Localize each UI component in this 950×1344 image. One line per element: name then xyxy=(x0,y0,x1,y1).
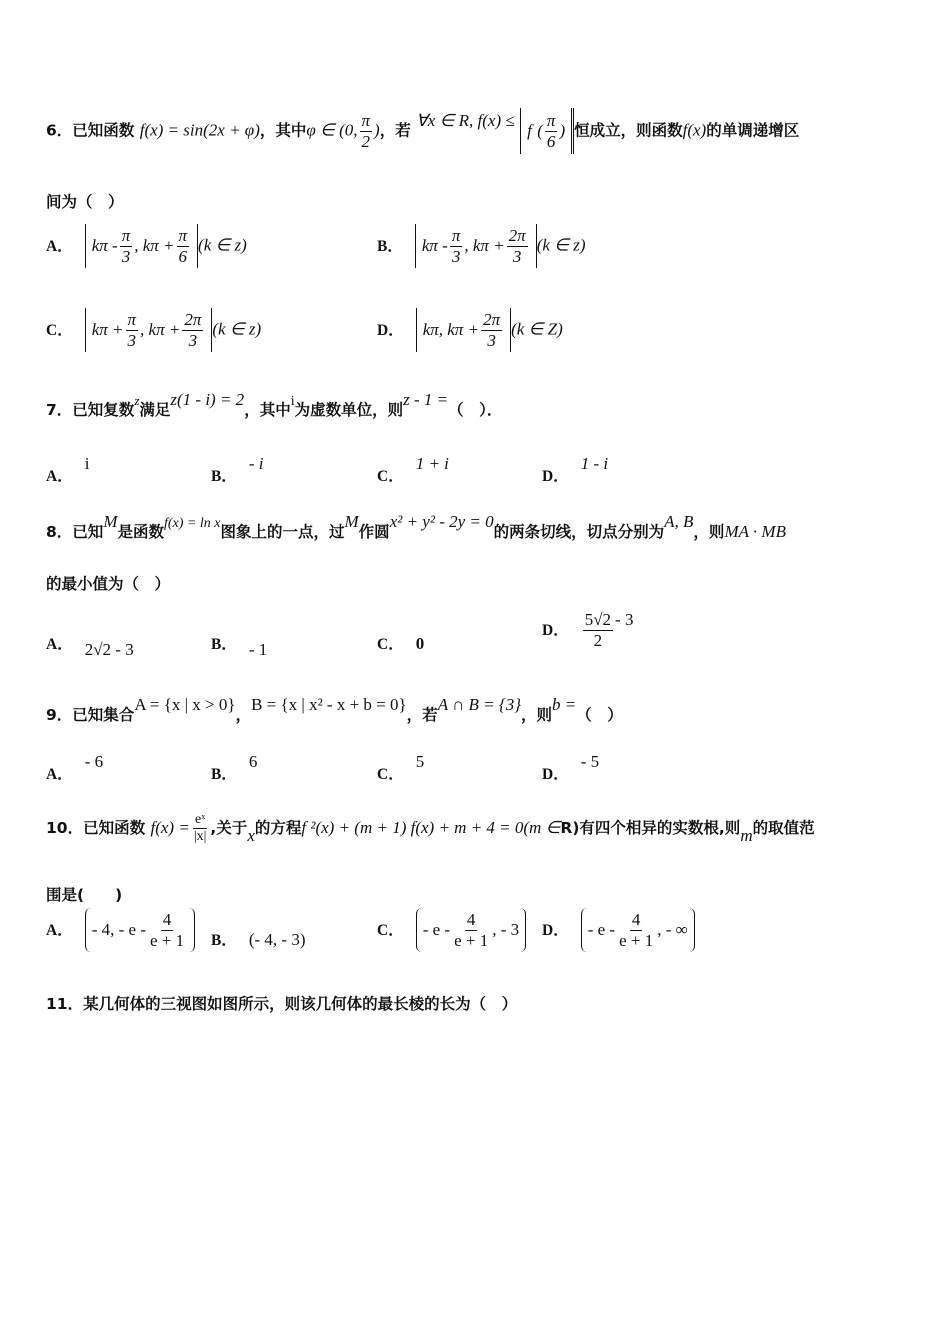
q7-option-c[interactable] xyxy=(377,452,449,485)
option-label: D． xyxy=(377,321,404,339)
q10-equation: f ²(x) + (m + 1) f(x) + m + 4 = 0(m ∈ xyxy=(301,818,561,838)
frac-num: π xyxy=(451,226,461,246)
expr: (k ∈ z) xyxy=(536,235,586,255)
option-interval xyxy=(85,224,198,268)
q7-z: z xyxy=(134,393,140,408)
q8-option-b[interactable] xyxy=(211,632,268,659)
q9-text: ，则 xyxy=(521,706,553,724)
q7-option-d[interactable] xyxy=(542,452,609,485)
q10-text: ,关于 xyxy=(210,819,248,838)
frac-num: 2π xyxy=(184,310,202,330)
option-label: B． xyxy=(211,932,237,949)
q10-option-d[interactable] xyxy=(542,908,695,952)
option-label: B． xyxy=(211,636,237,653)
frac-num: π xyxy=(121,226,131,246)
option-label: D． xyxy=(542,621,569,639)
frac-num: π xyxy=(361,110,371,130)
expr: - e - xyxy=(422,920,451,939)
q10-text: 有四个相异的实数根,则 xyxy=(579,819,741,838)
q6-option-d[interactable] xyxy=(377,308,563,352)
q7-option-a[interactable] xyxy=(46,452,90,485)
q10-R: R) xyxy=(560,819,580,838)
question-8 xyxy=(46,512,786,542)
option-value: - i xyxy=(248,454,264,473)
q8-option-d[interactable] xyxy=(542,610,633,650)
q7-text: 已知复数 xyxy=(72,401,135,419)
expr: , - 3 xyxy=(492,920,520,939)
option-label: C． xyxy=(46,321,73,339)
question-6-line2 xyxy=(46,190,124,212)
frac-num: π xyxy=(178,226,188,246)
q9-option-b[interactable] xyxy=(211,750,258,783)
option-value: 0 xyxy=(415,634,425,653)
q8-function: f(x) = ln x xyxy=(164,516,221,531)
frac-den: 3 xyxy=(121,247,131,266)
frac-den: 6 xyxy=(546,132,556,151)
q9-text: （ ） xyxy=(576,706,623,724)
q6-text: 恒成立，则函数 xyxy=(574,121,683,140)
q8-text: ，则 xyxy=(693,523,725,541)
expr: - 4, - e - xyxy=(91,920,146,939)
option-label: C． xyxy=(377,766,404,783)
q7-expr: z - 1 = xyxy=(403,390,449,409)
frac-den: e + 1 xyxy=(454,931,489,950)
frac-num: 2π xyxy=(483,310,501,330)
q6-f: f xyxy=(527,121,532,140)
question-7 xyxy=(46,390,503,420)
q6-paren: ) xyxy=(374,120,380,140)
option-value: 6 xyxy=(248,752,258,771)
option-interval xyxy=(416,308,511,352)
q9-set-a: A = {x | x > 0} xyxy=(134,695,236,714)
q10-option-b[interactable] xyxy=(211,928,306,950)
option-interval xyxy=(416,908,526,952)
frac-den: 3 xyxy=(451,247,461,266)
q6-function-expr: f(x) = sin(2x + φ) xyxy=(139,120,260,140)
q6-option-a[interactable] xyxy=(46,224,247,268)
option-interval xyxy=(85,308,213,352)
option-label: A． xyxy=(46,921,73,939)
q8-text: 作圆 xyxy=(358,523,390,541)
q8-points: A, B xyxy=(664,512,694,531)
expr: , - ∞ xyxy=(657,920,688,939)
option-label: A． xyxy=(46,237,73,255)
frac-den: 2 xyxy=(593,630,603,650)
q6-phi-range: φ ∈ (0, xyxy=(306,120,358,140)
q8-number: 8． xyxy=(46,523,73,541)
question-8-line2 xyxy=(46,572,170,594)
q6-fx: f(x) xyxy=(682,120,707,140)
q9-option-d[interactable] xyxy=(542,750,600,783)
q6-abs-bracket: f ( $\frac{\pi}{6}$ ) xyxy=(520,108,574,154)
q6-text: 的单调递增区 xyxy=(706,121,800,140)
expr: (k ∈ z) xyxy=(198,235,247,255)
expr: (k ∈ Z) xyxy=(511,319,563,339)
q8-option-c[interactable] xyxy=(377,632,424,654)
option-value: - 5 xyxy=(580,752,600,771)
q9-text: ，若 xyxy=(406,706,438,724)
q10-text: 的方程 xyxy=(254,819,302,838)
q8-text: 已知 xyxy=(72,523,104,541)
q10-m: m xyxy=(740,826,753,846)
q10-line2: 围是( ) xyxy=(46,886,123,904)
q8-M: M xyxy=(103,512,118,531)
expr: kπ, kπ + xyxy=(422,320,480,339)
frac-num: 2π xyxy=(508,226,526,246)
expr: , kπ + xyxy=(134,236,175,255)
q10-x: x xyxy=(247,826,255,846)
option-value: - 3 xyxy=(615,609,634,629)
option-interval xyxy=(581,908,695,952)
q6-text: ，其中 xyxy=(259,121,307,140)
option-label: B． xyxy=(377,237,403,255)
option-value: 2√2 - 3 xyxy=(84,640,134,659)
expr: kπ - xyxy=(91,236,118,255)
q10-function: f(x) = xyxy=(150,818,190,838)
option-label: B． xyxy=(211,766,237,783)
q11-number: 11． xyxy=(46,995,84,1013)
q6-forall-expr: ∀x ∈ R, f(x) ≤ xyxy=(416,110,515,130)
option-value: 1 - i xyxy=(580,454,609,473)
question-9 xyxy=(46,695,623,725)
option-value: 1 + i xyxy=(415,454,449,473)
question-11 xyxy=(46,992,517,1014)
frac-den: 3 xyxy=(487,331,496,350)
option-value: 5 xyxy=(415,752,425,771)
q10-text: 已知函数 xyxy=(83,819,146,838)
q9-intersection: A ∩ B = {3} xyxy=(437,695,521,714)
frac-num: π xyxy=(127,310,137,330)
q9-option-c[interactable] xyxy=(377,750,425,783)
q7-i: i xyxy=(290,394,295,409)
q9-set-b: B = {x | x² - x + b = 0} xyxy=(251,695,407,714)
q9-b: b = xyxy=(552,695,577,714)
q6-number: 6． xyxy=(46,121,73,140)
option-label: B． xyxy=(211,468,237,485)
q11-text: 某几何体的三视图如图所示，则该几何体的最长棱的长为（ ） xyxy=(83,995,518,1013)
frac-num: 4 xyxy=(631,910,641,930)
q10-option-a[interactable] xyxy=(46,908,195,952)
option-label: A． xyxy=(46,636,73,653)
q7-option-b[interactable] xyxy=(211,452,264,485)
q7-number: 7． xyxy=(46,401,73,419)
frac-num: 4 xyxy=(466,910,476,930)
frac-num: π xyxy=(546,111,556,131)
q10-option-c[interactable] xyxy=(377,908,526,952)
frac-num: 5√2 xyxy=(584,610,612,629)
q8-circle: x² + y² - 2y = 0 xyxy=(389,512,494,531)
option-label: A． xyxy=(46,766,73,783)
frac-den: |x| xyxy=(193,829,207,845)
option-label: C． xyxy=(377,636,404,653)
expr: - e - xyxy=(587,920,616,939)
option-interval xyxy=(415,224,537,268)
q6-pi-over-2 xyxy=(360,111,373,151)
frac-den: 3 xyxy=(188,331,198,350)
option-value: i xyxy=(84,454,90,473)
option-label: C． xyxy=(377,921,404,939)
q8-option-a[interactable] xyxy=(46,632,134,659)
option-label: D． xyxy=(542,468,569,485)
expr: (k ∈ z) xyxy=(212,319,262,339)
q10-number: 10． xyxy=(46,819,84,838)
expr: , kπ + xyxy=(140,320,181,339)
q6-option-b[interactable] xyxy=(377,224,585,268)
frac-den: 3 xyxy=(512,247,522,266)
q7-text: 为虚数单位，则 xyxy=(294,401,404,419)
q9-text: 已知集合 xyxy=(72,706,135,724)
q8-text: 的两条切线，切点分别为 xyxy=(493,523,665,541)
q8-dot-product: MA · MB xyxy=(724,522,786,541)
frac-num: eˣ xyxy=(193,812,207,829)
q8-text: 是函数 xyxy=(117,523,164,541)
q9-option-a[interactable] xyxy=(46,750,104,783)
option-label: D． xyxy=(542,921,569,939)
frac-num: 4 xyxy=(162,910,172,930)
q6-text: ，若 xyxy=(379,121,411,140)
q6-line2: 间为（ ） xyxy=(46,193,124,211)
option-value: - 1 xyxy=(248,640,268,659)
option-value: - 6 xyxy=(84,752,104,771)
frac-den: 2 xyxy=(361,131,371,151)
q10-text: 的取值范 xyxy=(752,819,815,838)
q7-text: （ ）． xyxy=(448,401,503,419)
option-interval xyxy=(85,908,195,952)
q6-option-c[interactable] xyxy=(46,308,261,352)
q8-M: M xyxy=(344,512,359,531)
option-label: C． xyxy=(377,468,404,485)
q6-text: 已知函数 xyxy=(72,121,135,140)
frac-den: e + 1 xyxy=(149,931,185,950)
expr: kπ + xyxy=(91,320,124,339)
option-label: D． xyxy=(542,766,569,783)
question-10-line2 xyxy=(46,883,122,905)
option-value: (- 4, - 3) xyxy=(248,930,306,949)
frac-den: 6 xyxy=(178,247,188,266)
expr: kπ - xyxy=(421,236,448,255)
question-6 xyxy=(46,108,799,154)
frac-den: 3 xyxy=(127,331,137,350)
q7-text: ，其中 xyxy=(244,401,291,419)
frac-den: e + 1 xyxy=(619,931,654,950)
option-label: A． xyxy=(46,468,73,485)
q6-pi-over-6 xyxy=(545,111,558,151)
expr: , kπ + xyxy=(464,236,505,255)
q8-text: 图象上的一点，过 xyxy=(220,523,345,541)
q8-line2: 的最小值为（ ） xyxy=(46,575,171,593)
question-10 xyxy=(46,812,815,845)
q9-text: ， xyxy=(235,706,252,724)
q7-text: 满足 xyxy=(139,401,171,419)
q9-number: 9． xyxy=(46,706,73,724)
q7-equation: z(1 - i) = 2 xyxy=(170,390,245,409)
